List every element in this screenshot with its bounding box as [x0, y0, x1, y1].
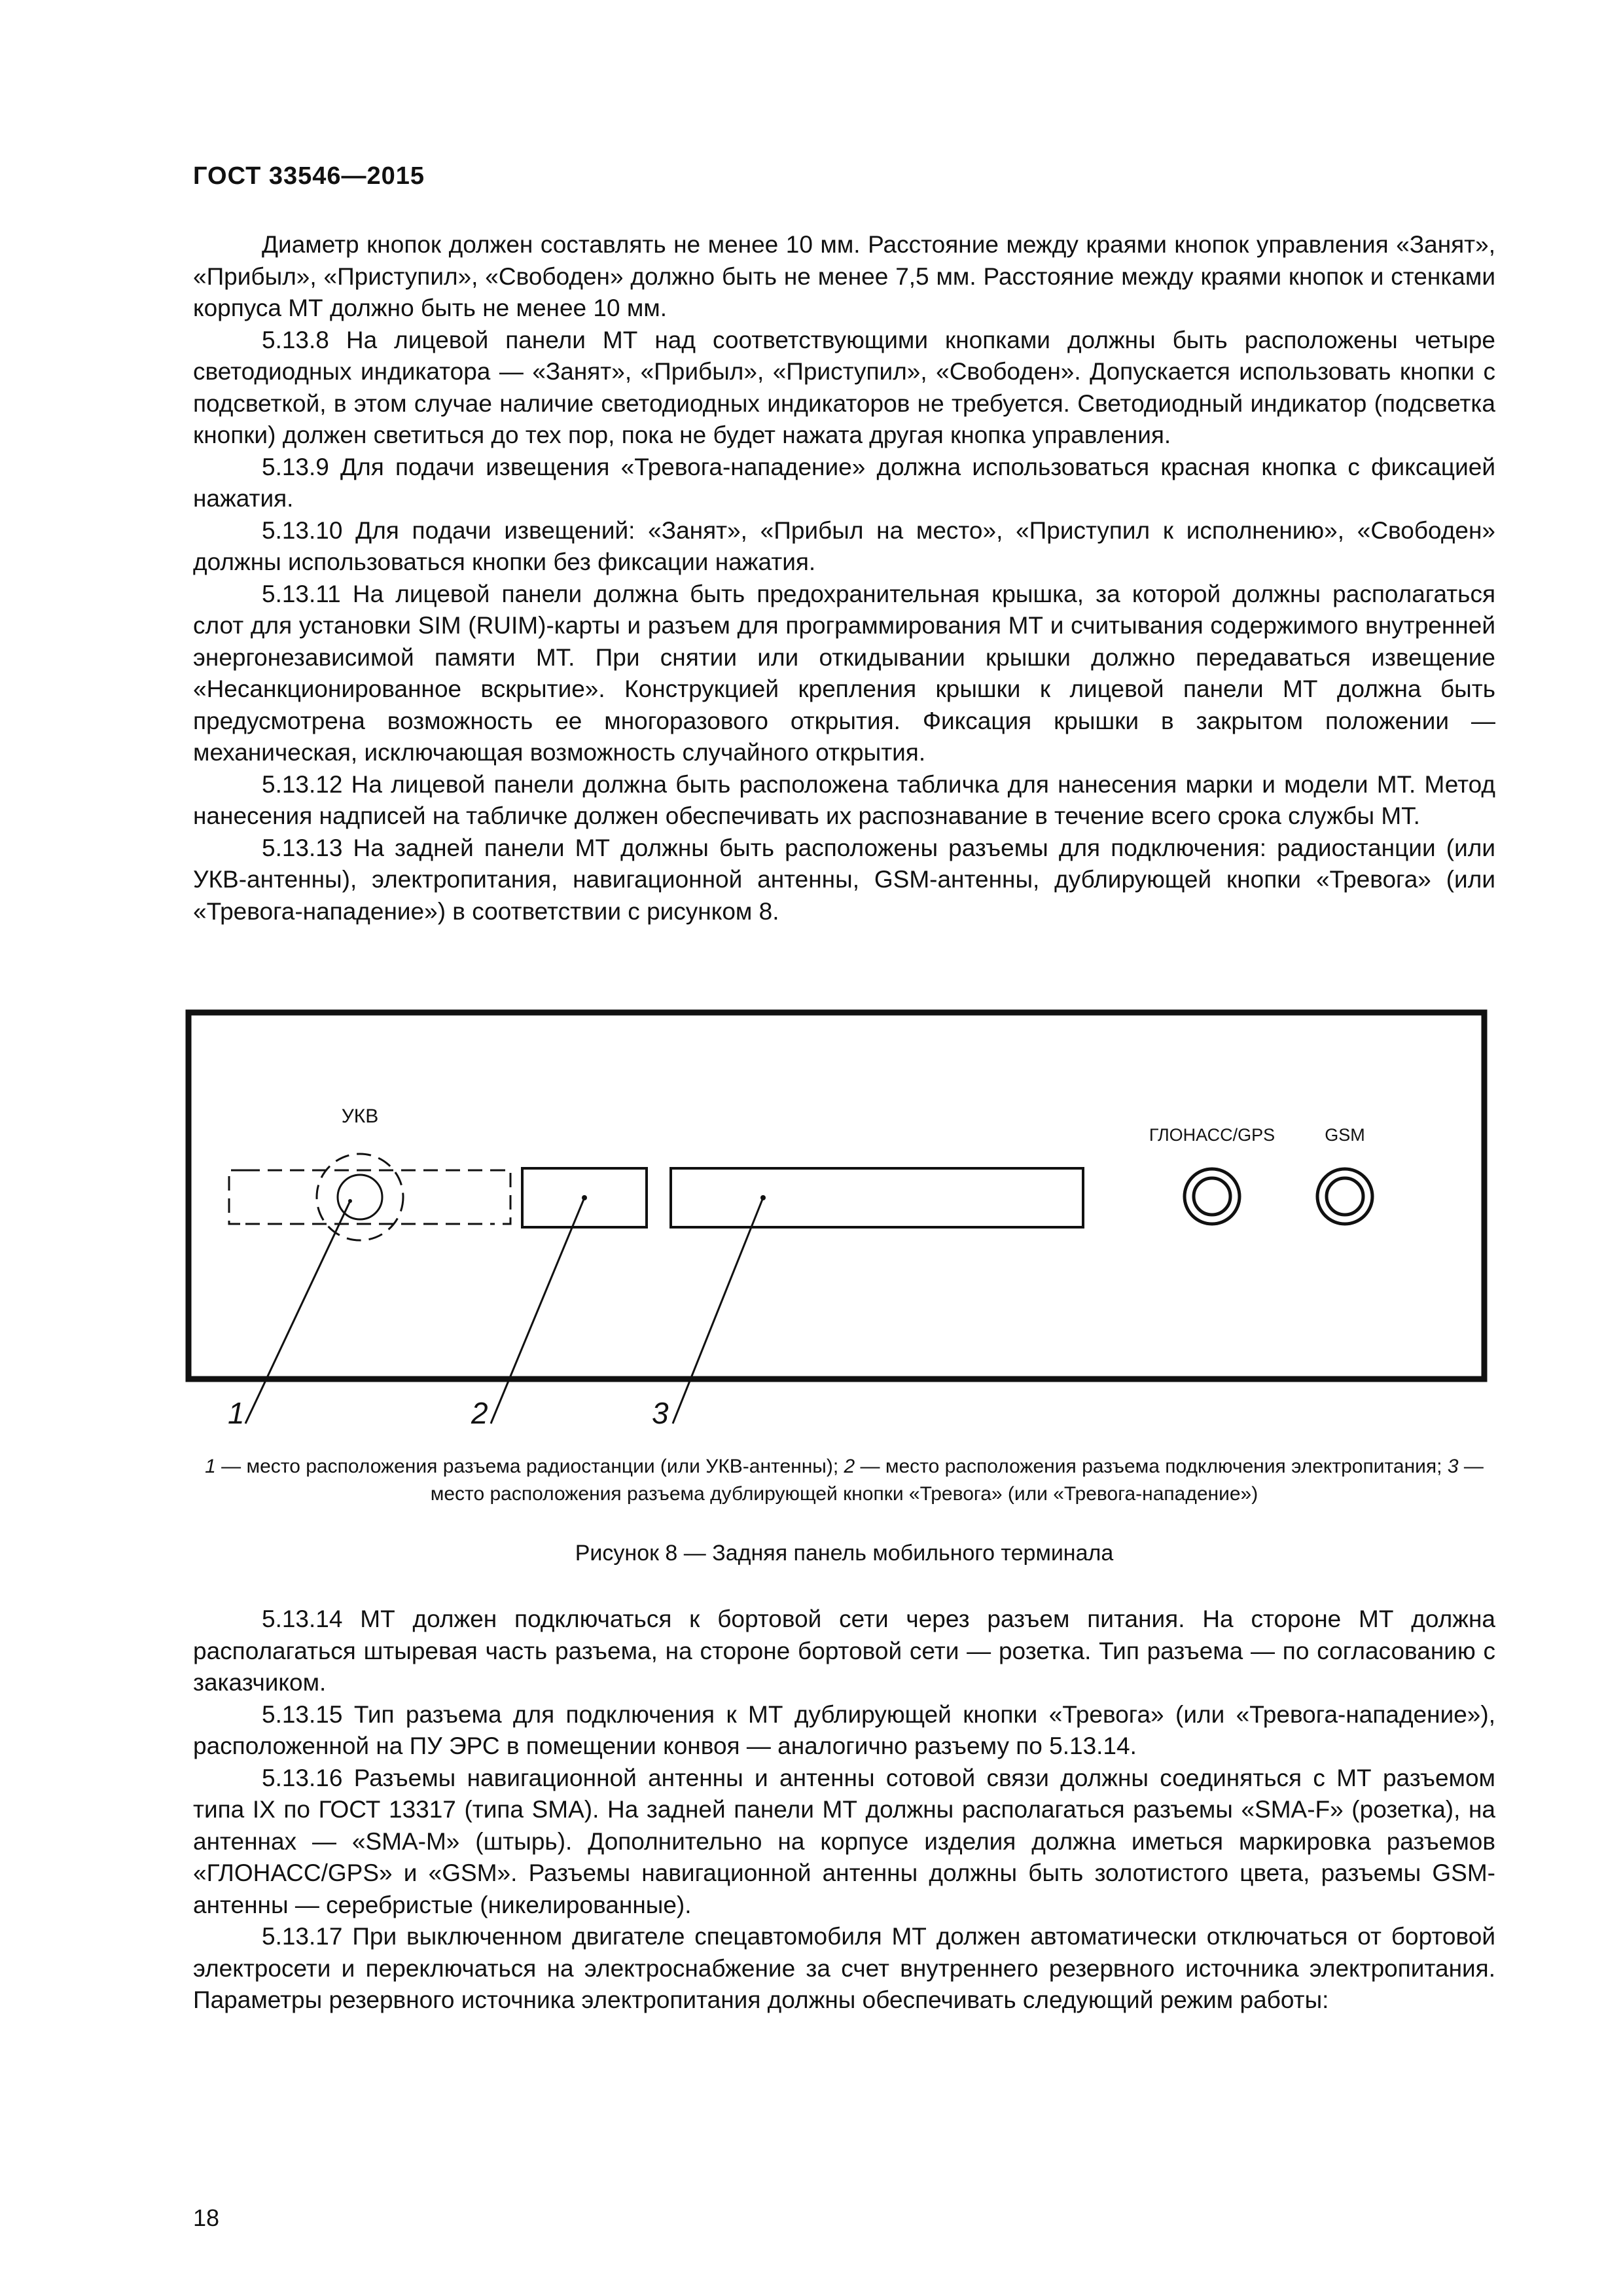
paragraph: Диаметр кнопок должен составлять не менее 10 мм. Расстояние между краями кнопок управления «Занят», «Прибыл», «Приступил», «Свободен» должно быть не менее 7,5 мм. Расстояние между краями кнопок и стенками корпуса МТ должно быть не менее 10 мм.: [193, 231, 1495, 321]
legend-text-3: — место расположения разъема дублирующей кнопки «Тревога» (или «Тревога-нападение»): [430, 1456, 1484, 1505]
document-header: ГОСТ 33546—2015: [193, 162, 425, 190]
legend-num-3: 3: [1447, 1456, 1459, 1477]
paragraph: 5.13.14 МТ должен подключаться к бортовой сети через разъем питания. На стороне МТ должна располагаться штыревая часть разъема, на стороне бортовой сети — розетка. Тип разъема — по согласованию с заказчиком.: [193, 1605, 1495, 1696]
paragraph: 5.13.15 Тип разъема для подключения к МТ дублирующей кнопки «Тревога» (или «Тревога-нападение»), расположенной на ПУ ЭРС в помещении конвоя — аналогично разъему по 5.13.14.: [193, 1700, 1495, 1759]
paragraph: 5.13.16 Разъемы навигационной антенны и антенны сотовой связи должны соединяться с МТ разъемом типа IX по ГОСТ 13317 (типа SMA). На задней панели МТ должны располагаться разъемы «SMA-F» (розетка), на антеннах — «SMA-M» (штырь). Дополнительно на корпусе изделия должна иметься маркировка разъемов «ГЛОНАСС/GPS» и «GSM». Разъемы навигационной антенны должны быть золотистого цвета, разъемы GSM-антенны — серебристые (никелированные).: [193, 1764, 1495, 1918]
callout-2: 2: [471, 1396, 488, 1430]
figure-title: Рисунок 8 — Задняя панель мобильного терминала: [575, 1541, 1114, 1566]
paragraph: 5.13.9 Для подачи извещения «Тревога-нападение» должна использоваться красная кнопка с фиксацией нажатия.: [193, 453, 1495, 512]
ukv-label: УКВ: [341, 1105, 379, 1127]
figure-legend: [193, 1453, 1495, 1508]
text-block-top: [193, 229, 1495, 927]
paragraph: 5.13.12 На лицевой панели должна быть расположена табличка для нанесения марки и модели МТ. Метод нанесения надписей на табличке должен обеспечивать их распознавание в течение всего срока службы МТ.: [193, 770, 1495, 829]
legend-num-1: 1: [205, 1456, 216, 1477]
paragraph: 5.13.10 Для подачи извещений: «Занят», «Прибыл на место», «Приступил к исполнению», «Свободен» должны использоваться кнопки без фиксации нажатия.: [193, 516, 1495, 575]
paragraph: 5.13.13 На задней панели МТ должны быть расположены разъемы для подключения: радиостанции (или УКВ-антенны), электропитания, навигационной антенны, GSM-антенны, дублирующей кнопки «Тревога» (или «Тревога-нападение») в соответствии с рисунком 8.: [193, 834, 1495, 925]
glonass-label: ГЛОНАСС/GPS: [1149, 1125, 1275, 1145]
callout-1: 1: [228, 1396, 245, 1430]
legend-text-1: — место расположения разъема радиостанции (или УКВ-антенны);: [215, 1456, 844, 1477]
gsm-connector: [1317, 1169, 1372, 1224]
glonass-connector: [1185, 1169, 1240, 1224]
paragraph: 5.13.11 На лицевой панели должна быть предохранительная крышка, за которой должны располагаться слот для установки SIM (RUIM)-карты и разъем для программирования МТ и считывания содержимого внутренней энергонезависимой памяти МТ. При снятии или откидывании крышки должно передаваться извещение «Несанкционированное вскрытие». Конструкцией крепления крышки к лицевой панели МТ должна быть предусмотрена возможность ее многоразового открытия. Фиксация крышки в закрытом положении — механическая, исключающая возможность случайного открытия.: [193, 580, 1495, 766]
rear-panel-diagram: [183, 1005, 1492, 1476]
legend-num-2: 2: [844, 1456, 855, 1477]
gsm-label: GSM: [1325, 1125, 1365, 1145]
leader-lines: [245, 1198, 763, 1424]
paragraph: 5.13.17 При выключенном двигателе спецавтомобиля МТ должен автоматически отключаться от бортовой электросети и переключаться на электроснабжение за счет внутреннего резервного источника электропитания. Параметры резервного источника электропитания должны обеспечивать следующий режим работы:: [193, 1923, 1495, 2013]
legend-text-2: — место расположения разъема подключения электропитания;: [855, 1456, 1448, 1477]
radio-connector-zone: [229, 1154, 510, 1240]
page-number: 18: [193, 2204, 220, 2231]
callout-3: 3: [652, 1396, 669, 1430]
text-block-bottom: [193, 1604, 1495, 2017]
figure-rear-panel: [183, 1005, 1492, 1476]
alarm-connector: [671, 1168, 1083, 1227]
paragraph: 5.13.8 На лицевой панели МТ над соответствующими кнопками должны быть расположены четыре светодиодных индикатора — «Занят», «Прибыл», «Приступил», «Свободен». Допускается использовать кнопки с подсветкой, в этом случае наличие светодиодных индикаторов не требуется. Светодиодный индикатор (подсветка кнопки) должен светиться до тех пор, пока не будет нажата другая кнопка управления.: [193, 326, 1495, 448]
